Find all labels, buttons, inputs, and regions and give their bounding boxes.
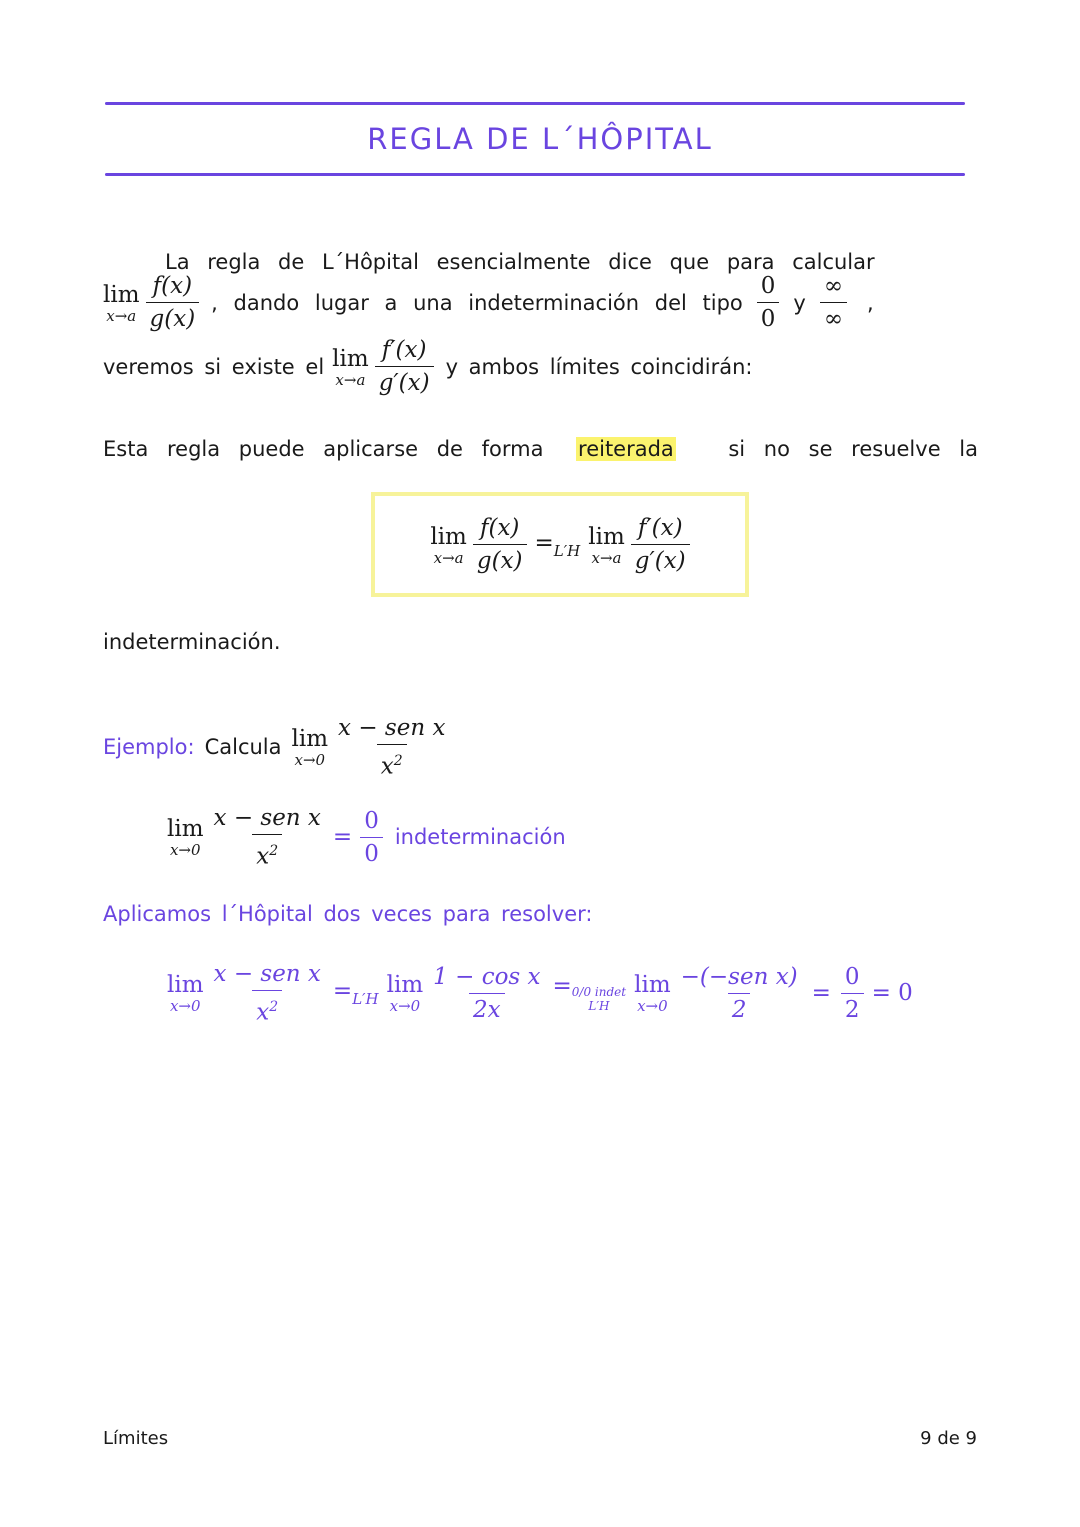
page-title: REGLA DE L´HÔPITAL xyxy=(367,122,713,156)
rule-sentence xyxy=(103,437,978,461)
limit-fp-over-gp: lim x→a $\frac{f'(x)}{g'(x)}$ xyxy=(332,336,433,397)
zero-over-zero: $\frac{0}{0}$ xyxy=(757,272,780,333)
rule-text-pre: Esta regla puede aplicarse de forma xyxy=(103,437,544,461)
example-prompt: Calcula xyxy=(204,735,282,760)
indet-word: indeterminación xyxy=(394,825,566,850)
footer-page-number: 9 de 9 xyxy=(920,1428,977,1449)
solution-line: lim x→0 $\frac{\text{x − sen x}}{x^2}$ $=_{L'H}$ lim x→0 $\frac{\text{1 − cos x}}{2x}$ = 0/0 indet L′H lim x→0 $\frac{\text{−(−sen x)}}{2}$ = $\frac{0}{2}$ = 0 xyxy=(167,961,913,1026)
footer-left: Límites xyxy=(103,1428,169,1449)
example-limit: lim x→0 $\frac{\text{x − sen x}}{x^2}$ xyxy=(291,715,446,780)
intro-line-3 xyxy=(103,336,978,397)
intro-line-2 xyxy=(103,272,978,333)
lhopital-formula-box: lim x→a $\frac{f(x)}{g(x)}$ $=_{L'H}$ lim x→a $\frac{f'(x)}{g'(x)}$ xyxy=(371,492,749,597)
intro-text-3a: veremos si existe el xyxy=(103,354,325,379)
apply-line: Aplicamos l´Hôpital dos veces para resolver: xyxy=(103,902,593,926)
comma: , xyxy=(867,290,874,315)
intro-text-3b: y ambos límites coincidirán: xyxy=(445,354,753,379)
highlight-reiterada: reiterada xyxy=(578,437,674,461)
intro-text-1: La regla de L´Hôpital esencialmente dice que para calcular xyxy=(165,250,875,274)
intro-line-1 xyxy=(103,250,978,274)
example-line xyxy=(103,714,978,781)
example-indet-line: lim x→0 $\frac{\text{x − sen x}}{x^2}$ = $\frac{0}{0}$ indeterminación xyxy=(167,805,566,870)
equals-lh: $=_{L'H}$ xyxy=(534,529,581,560)
top-rule xyxy=(105,102,965,105)
example-label: Ejemplo: xyxy=(103,735,195,760)
intro-text-2: , dando lugar a una indeterminación del tipo xyxy=(211,290,743,315)
title-underline xyxy=(105,173,965,176)
inf-over-inf: $\frac{\infty}{\infty}$ xyxy=(820,272,847,333)
limit-f-over-g: lim x→a $\frac{f(x)}{g(x)}$ xyxy=(103,272,199,333)
rule-text-post: si no se resuelve la xyxy=(728,437,978,461)
and-word: y xyxy=(793,290,806,315)
rule-tail: indeterminación. xyxy=(103,630,281,654)
